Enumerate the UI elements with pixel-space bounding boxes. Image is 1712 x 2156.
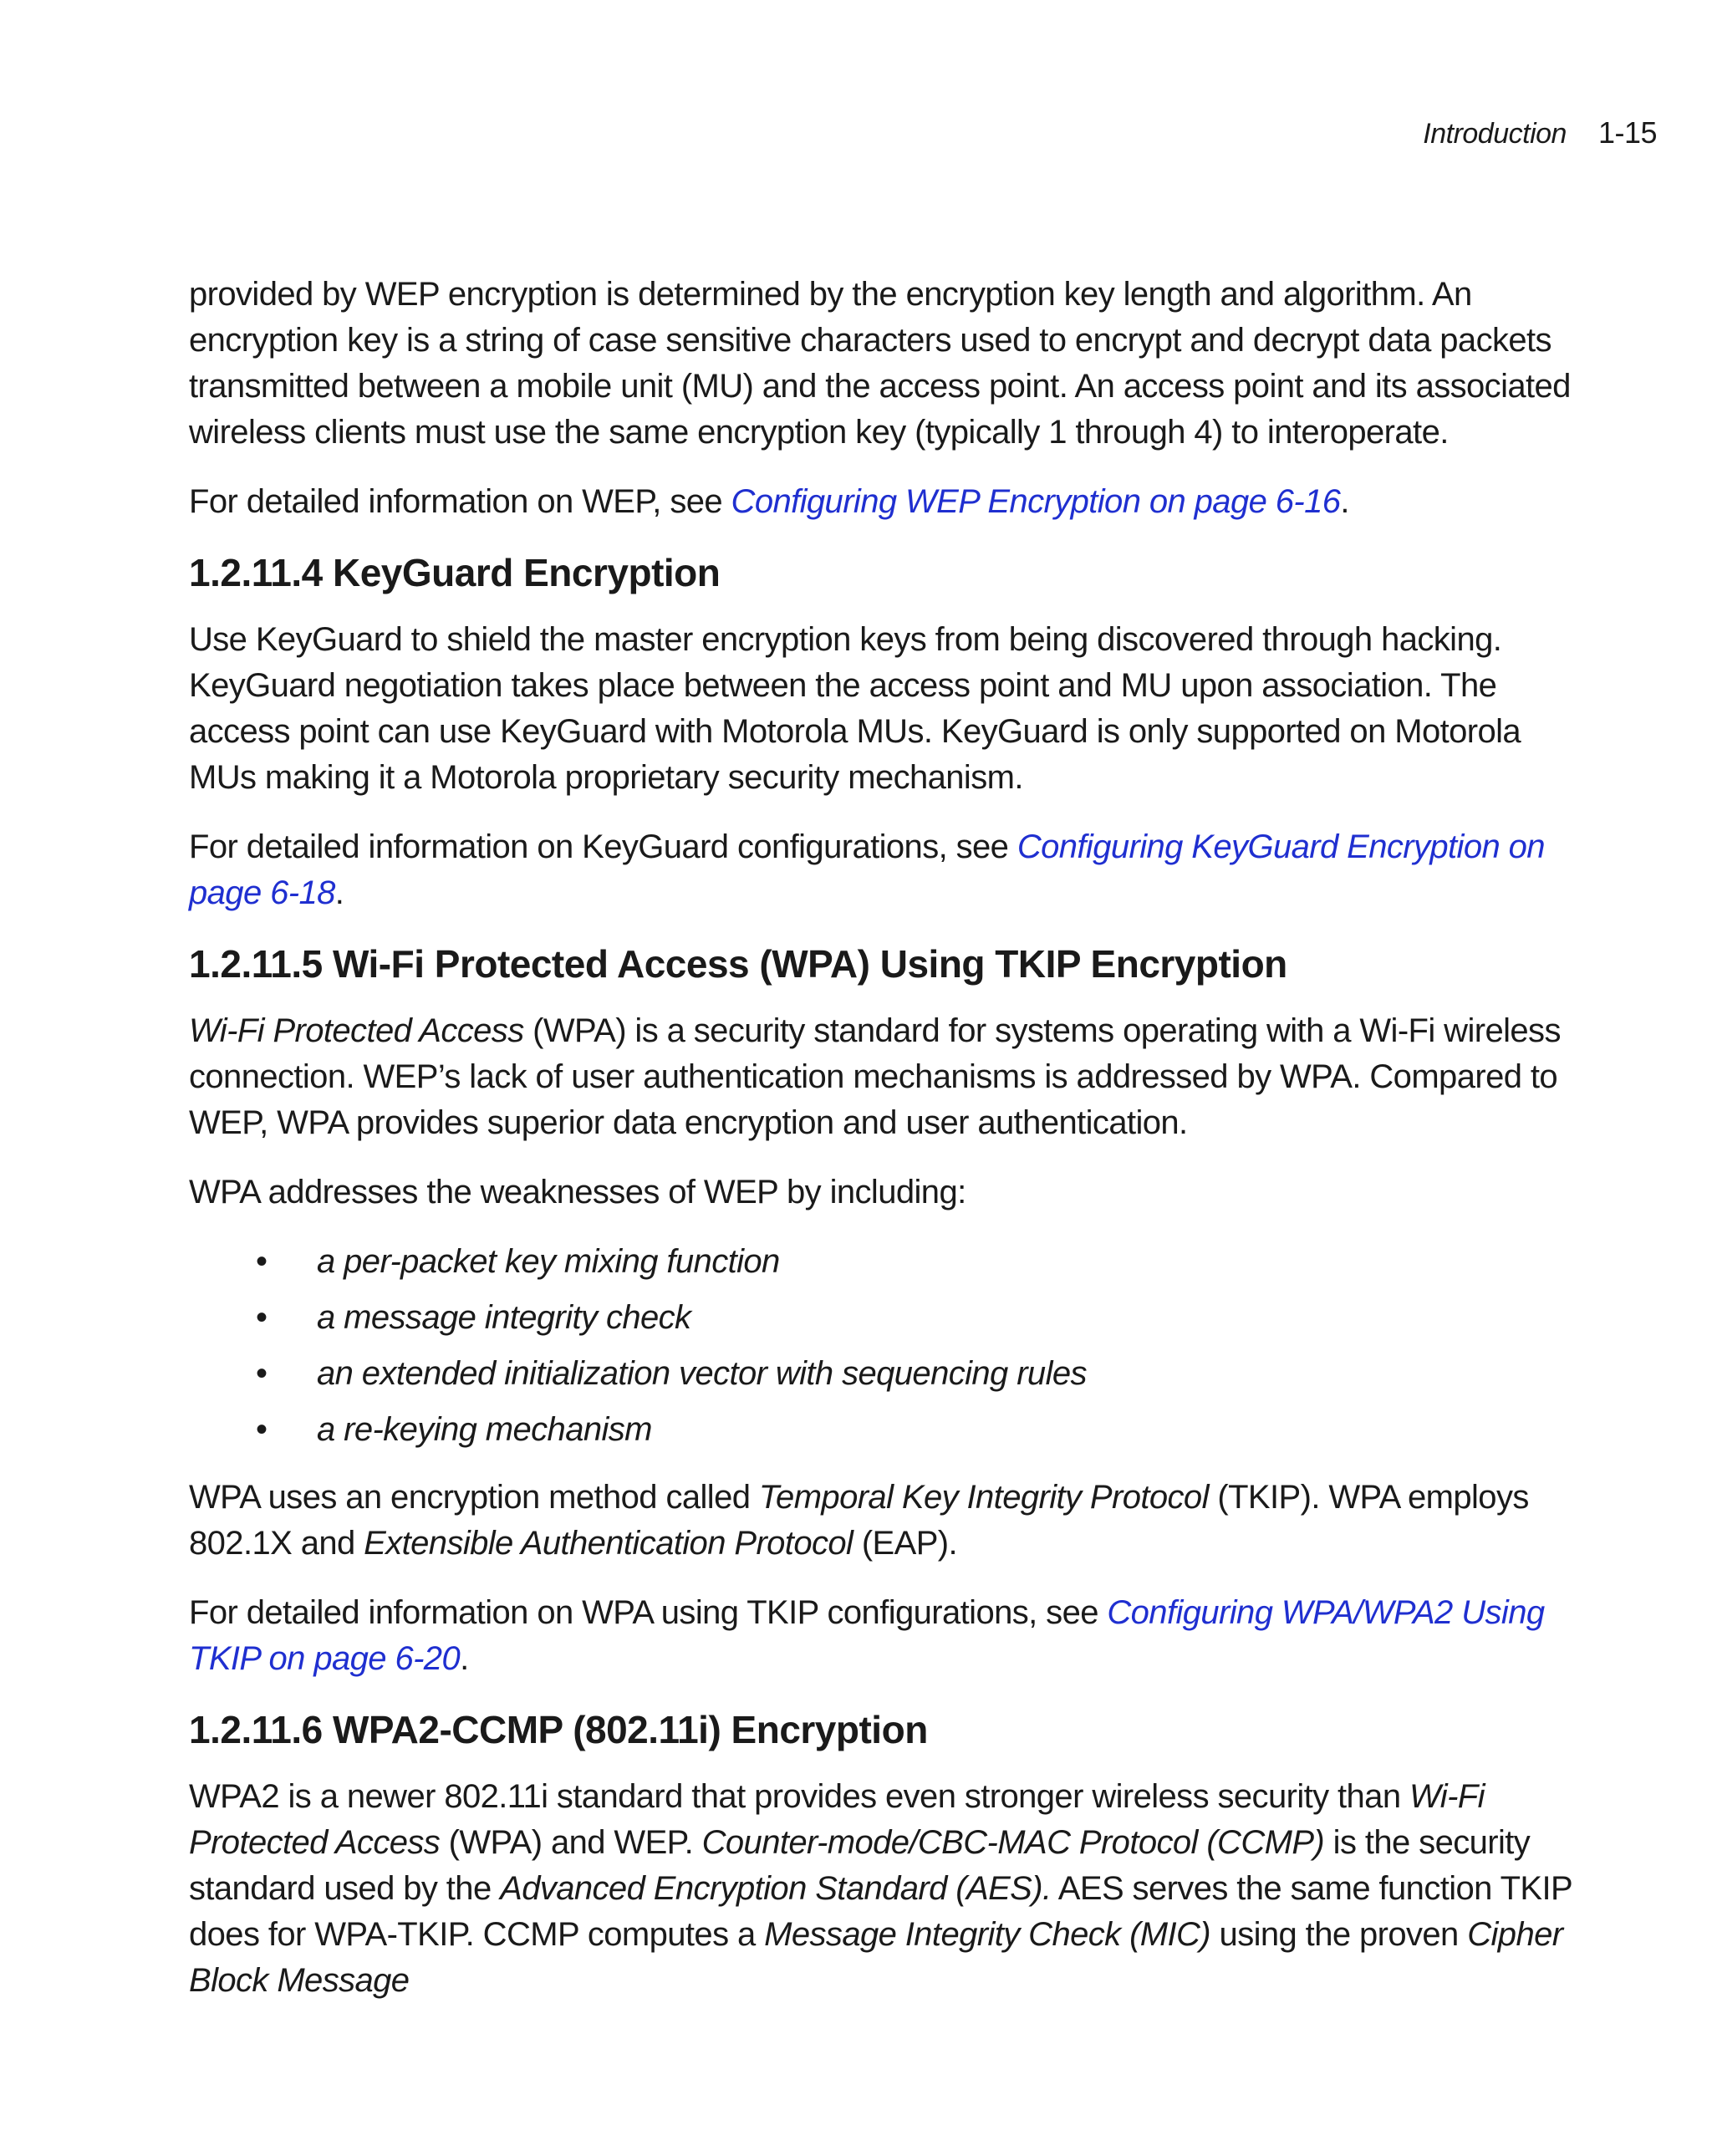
wep-reference-text: For detailed information on WEP, see (189, 483, 731, 520)
wpa-tkip-paragraph (189, 1475, 1582, 1567)
wpa-tkip-text-b: (TKIP). WPA employs 802.1X and (189, 1479, 1529, 1562)
list-item (189, 1295, 1582, 1341)
cbm-term: Cipher Block Message (189, 1916, 1563, 1999)
list-item-text: a per-packet key mixing function (317, 1243, 780, 1280)
bullet-icon: • (256, 1355, 268, 1392)
wpa-tkip-text-a: WPA uses an encryption method called (189, 1479, 759, 1516)
wpa-config-link[interactable]: Configuring WPA/WPA2 Using TKIP on page 6-20 (189, 1594, 1545, 1677)
wpa-reference (189, 1590, 1582, 1682)
wpa-heading: 1.2.11.5 Wi-Fi Protected Access (WPA) Using TKIP Encryption (189, 942, 1287, 986)
page-header (1423, 115, 1657, 150)
keyguard-heading: 1.2.11.4 KeyGuard Encryption (189, 551, 721, 594)
wpa2-heading: 1.2.11.6 WPA2-CCMP (802.11i) Encryption (189, 1708, 928, 1751)
wpa-feature-list (189, 1239, 1582, 1453)
wpa2-text-e: using the proven (1210, 1916, 1468, 1953)
bullet-icon: • (256, 1411, 268, 1448)
wpa-intro-paragraph (189, 1008, 1582, 1146)
keyguard-paragraph: Use KeyGuard to shield the master encryption keys from being discovered through hacking. KeyGuard negotiation takes place between the access point and MU upon association. The access point can use KeyGuard with Motorola MUs. KeyGuard is only supported on Motorola MUs making it a Motorola proprietary security mechanism. (189, 621, 1521, 796)
ccmp-term: Counter-mode/CBC-MAC Protocol (CCMP) (701, 1824, 1325, 1861)
mic-term: Message Integrity Check (MIC) (764, 1916, 1211, 1953)
wep-config-link[interactable]: Configuring WEP Encryption on page 6-16 (731, 483, 1341, 520)
keyguard-reference-end: . (334, 874, 344, 911)
wpa-reference-text: For detailed information on WPA using TKIP configurations, see (189, 1594, 1108, 1631)
wpa-reference-end: . (460, 1640, 469, 1677)
list-item-text: a message integrity check (317, 1299, 691, 1336)
list-item-text: an extended initialization vector with sequencing rules (317, 1355, 1087, 1392)
eap-term: Extensible Authentication Protocol (364, 1525, 853, 1562)
wpa2-text-b: (WPA) and WEP. (440, 1824, 702, 1861)
list-item (189, 1239, 1582, 1285)
aes-term: Advanced Encryption Standard (AES). (500, 1870, 1052, 1907)
wpa2-text-c: is the security standard used by the (189, 1824, 1531, 1907)
header-section-name: Introduction (1423, 118, 1567, 150)
wpa-term: Wi-Fi Protected Access (189, 1012, 524, 1049)
tkip-term: Temporal Key Integrity Protocol (758, 1479, 1209, 1516)
wep-paragraph: provided by WEP encryption is determined by the encryption key length and algorithm. An encryption key is a string of case sensitive characters used to encrypt and decrypt data packets transmitted between a mobile unit (MU) and the access point. An access point and its associated wireless clients must use the same encryption key (typically 1 through 4) to interoperate. (189, 276, 1571, 451)
wpa-weakness-lead: WPA addresses the weaknesses of WEP by including: (189, 1174, 966, 1211)
keyguard-reference-text: For detailed information on KeyGuard configurations, see (189, 828, 1017, 865)
header-page-number: 1-15 (1597, 115, 1657, 150)
bullet-icon: • (256, 1299, 268, 1336)
bullet-icon: • (256, 1243, 268, 1280)
wpa-intro-text: (WPA) is a security standard for systems operating with a Wi-Fi wireless connection. WEP’s lack of user authentication mechanisms is addressed by WPA. Compared to WEP, WPA provides superior data encryption and user authentication. (189, 1012, 1561, 1141)
wpa2-text-d: AES serves the same function TKIP does for WPA-TKIP. CCMP computes a (189, 1870, 1572, 1953)
wpa-tkip-text-c: (EAP). (853, 1525, 958, 1562)
page-body (189, 272, 1582, 2027)
wep-reference (189, 479, 1582, 525)
list-item (189, 1407, 1582, 1453)
wpa2-text-a: WPA2 is a newer 802.11i standard that provides even stronger wireless security than (189, 1778, 1409, 1815)
wep-reference-end: . (1340, 483, 1349, 520)
list-item-text: a re-keying mechanism (317, 1411, 652, 1448)
keyguard-config-link[interactable]: Configuring KeyGuard Encryption on page 6-18 (189, 828, 1545, 911)
list-item (189, 1351, 1582, 1397)
wpa-full-term: Wi-Fi Protected Access (189, 1778, 1485, 1861)
wpa2-paragraph (189, 1774, 1582, 2004)
keyguard-reference (189, 824, 1582, 916)
